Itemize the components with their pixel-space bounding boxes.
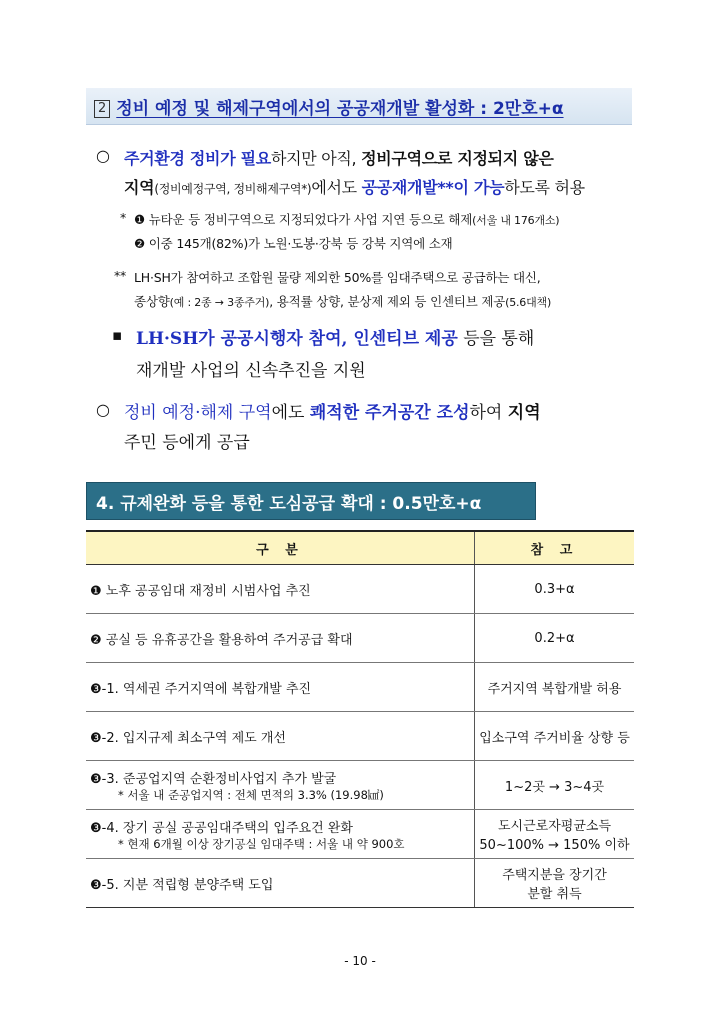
table-header: 참 고: [475, 531, 635, 565]
table-cell: ❸-5. 지분 적립형 분양주택 도입: [86, 859, 475, 908]
note-marker: *: [120, 210, 127, 225]
square-bullet-line2: 재개발 사업의 신속추진을 지원: [136, 361, 366, 381]
page-number: - 10 -: [344, 954, 376, 968]
table-cell: ❷ 공실 등 유휴공간을 활용하여 주거공급 확대: [86, 614, 475, 663]
note2-line1: LH·SH가 참여하고 조합원 물량 제외한 50%를 임대주택으로 공급하는 대신,: [134, 270, 541, 285]
note2-line2: 종상향(예 : 2종 → 3종주거), 용적률 상향, 분상제 제외 등 인센티브 제공(5.6대책): [134, 294, 552, 309]
section-number: 2: [94, 100, 110, 118]
table-row: [86, 712, 634, 761]
table-row: [86, 663, 634, 712]
note1-item1: ❶ 뉴타운 등 정비구역으로 지정되었다가 사업 지연 등으로 해제(서울 내 176개소): [134, 212, 560, 227]
table-cell: 입소구역 주거비율 상향 등: [475, 712, 635, 761]
square-bullet-marker: ▪: [112, 326, 123, 344]
table-cell: 0.2+α: [475, 614, 635, 663]
section-title: [94, 94, 564, 119]
data-table: [86, 530, 634, 908]
bullet1-line1: 주거환경 정비가 필요하지만 아직, 정비구역으로 지정되지 않은: [124, 149, 554, 168]
table-cell: ❶ 노후 공공임대 재정비 시범사업 추진: [86, 565, 475, 614]
bullet-marker: ○: [96, 146, 110, 165]
bullet-marker: ○: [96, 400, 110, 419]
bullet2-line1: 정비 예정·해제 구역에도 쾌적한 주거공간 조성하여 지역: [124, 403, 541, 423]
table-row: [86, 859, 634, 908]
table-row: [86, 565, 634, 614]
bullet2-line2: 주민 등에게 공급: [124, 433, 250, 453]
square-bullet-line1: LH·SH가 공공시행자 참여, 인센티브 제공 등을 통해: [136, 329, 535, 349]
table-cell: 0.3+α: [475, 565, 635, 614]
table-row: [86, 761, 634, 810]
table-cell: 주택지분을 장기간 분할 취득: [475, 859, 635, 908]
table-cell: ❸-1. 역세권 주거지역에 복합개발 추진: [86, 663, 475, 712]
table-row: [86, 810, 634, 859]
section-title-text: 정비 예정 및 해제구역에서의 공공재개발 활성화 : 2만호+α: [116, 99, 564, 119]
note1-item2: ❷ 이중 145개(82%)가 노원·도봉·강북 등 강북 지역에 소재: [134, 236, 453, 251]
bullet1-line2: 지역(정비예정구역, 정비해제구역*)에서도 공공재개발**이 가능하도록 허용: [124, 178, 585, 197]
table-cell: 1~2곳 → 3~4곳: [475, 761, 635, 810]
table-cell: ❸-4. 장기 공실 공공임대주택의 입주요건 완화 * 현재 6개월 이상 장기공실 임대주택 : 서울 내 약 900호: [86, 810, 475, 859]
table-header-row: [86, 531, 634, 565]
table-header: 구 분: [86, 531, 475, 565]
table-row: [86, 614, 634, 663]
note-marker: **: [114, 268, 127, 283]
table-cell: ❸-2. 입지규제 최소구역 제도 개선: [86, 712, 475, 761]
section-title: 4. 규제완화 등을 통한 도심공급 확대 : 0.5만호+α: [96, 494, 482, 514]
table-cell: 도시근로자평균소득 50~100% → 150% 이하: [475, 810, 635, 859]
table-cell: ❸-3. 준공업지역 순환정비사업지 추가 발굴 * 서울 내 준공업지역 : 전체 면적의 3.3% (19.98㎢): [86, 761, 475, 810]
table-cell: 주거지역 복합개발 허용: [475, 663, 635, 712]
